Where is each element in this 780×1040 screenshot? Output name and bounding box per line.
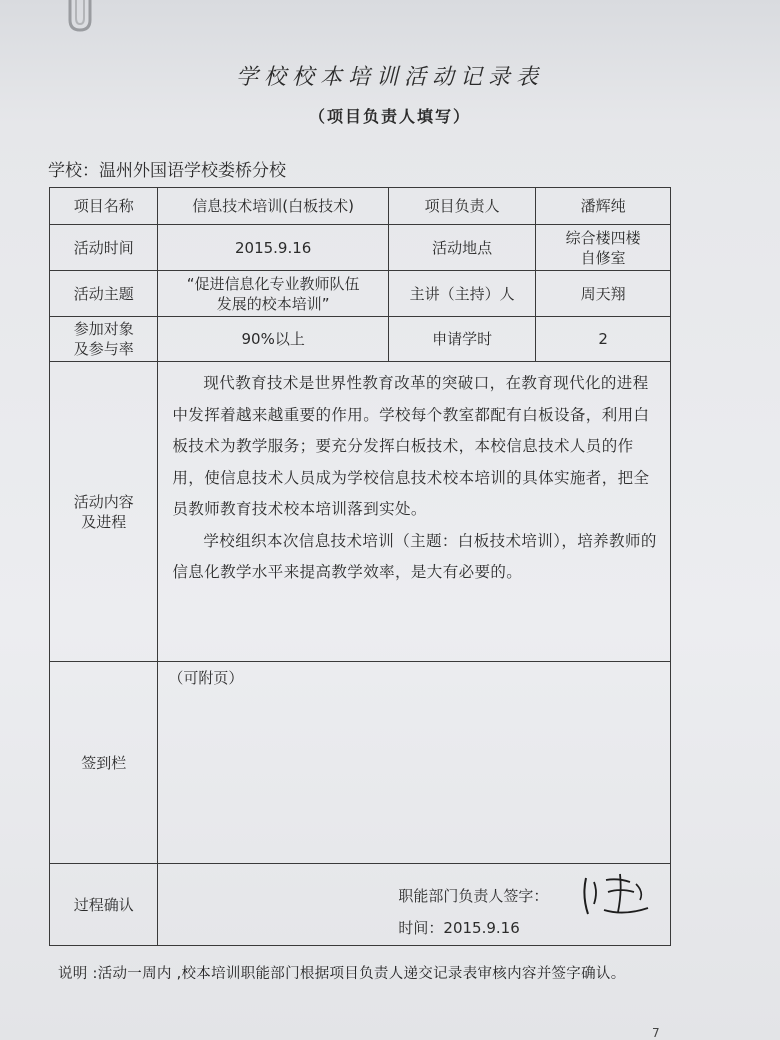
time-label: 活动时间 [50, 225, 158, 271]
form-subtitle: （项目负责人填写） [308, 107, 471, 126]
participants-label-line1: 参加对象 [73, 320, 134, 338]
time-value: 2015.9.16 [158, 225, 389, 271]
participants-label [50, 317, 158, 362]
table-row [50, 188, 671, 225]
place-value-line2: 自修室 [580, 248, 626, 267]
table-row [50, 225, 671, 271]
content-label-line1: 活动内容 [73, 492, 134, 511]
confirm-time: 时间：2015.9.16 [398, 919, 520, 937]
place-value-line1: 综合楼四楼 [565, 228, 641, 247]
project-name-value: 信息技术培训(白板技术) [158, 188, 389, 225]
record-table [49, 187, 671, 946]
signin-label: 签到栏 [50, 662, 158, 864]
table-row [50, 317, 671, 362]
paper-clip-icon [62, 0, 106, 38]
participants-label-line2: 及参与率 [73, 340, 134, 358]
project-name-label: 项目名称 [50, 188, 158, 225]
participants-value: 90%以上 [158, 317, 389, 362]
speaker-label: 主讲（主持）人 [388, 271, 535, 317]
form-title: 学校校本培训活动记录表 [235, 65, 544, 90]
school-line: 学校：温州外国语学校娄桥分校 [48, 161, 286, 181]
place-label: 活动地点 [388, 225, 535, 271]
table-row [50, 864, 671, 946]
footnote: 说明 :活动一周内 ,校本培训职能部门根据项目负责人递交记录表审核内容并签字确认。 [58, 966, 626, 982]
hours-label: 申请学时 [388, 317, 535, 362]
place-value [536, 225, 671, 271]
signin-area [158, 662, 671, 864]
content-paragraph-2: 学校组织本次信息技术培训（主题：白板技术培训），培养教师的信息化教学水平来提高教学效率，是大有必要的。 [172, 531, 657, 581]
theme-label: 活动主题 [50, 271, 158, 317]
confirm-area [158, 864, 671, 946]
content-label [50, 362, 158, 662]
owner-value: 潘辉纯 [536, 188, 671, 225]
page-mark: 7 [652, 1026, 660, 1040]
theme-value [158, 271, 389, 317]
theme-value-line1: “促进信息化专业教师队伍 [186, 274, 360, 293]
confirm-label: 过程确认 [50, 864, 158, 946]
theme-value-line2: 发展的校本培训” [216, 294, 330, 313]
dept-sign-label: 职能部门负责人签字： [398, 887, 549, 905]
content-label-line2: 及进程 [81, 512, 127, 531]
table-row [50, 662, 671, 864]
table-row [50, 362, 671, 662]
owner-label: 项目负责人 [388, 188, 535, 225]
content-body [158, 362, 671, 662]
content-paragraph-1: 现代教育技术是世界性教育改革的突破口，在教育现代化的进程中发挥着越来越重要的作用。学校每个教室都配有白板设备，利用白板技术为教学服务；要充分发挥白板技术，本校信息技术人员的作用，使信息技术人员成为学校信息技术校本培训的具体实施者，把全员教师教育技术校本培训落到实处。 [172, 374, 650, 518]
table-row [50, 271, 671, 317]
handwritten-signature [578, 870, 658, 922]
hours-value: 2 [536, 317, 671, 362]
speaker-value: 周天翔 [536, 271, 671, 317]
confirm-text-block [398, 880, 548, 944]
signin-note: （可附页） [168, 669, 244, 687]
